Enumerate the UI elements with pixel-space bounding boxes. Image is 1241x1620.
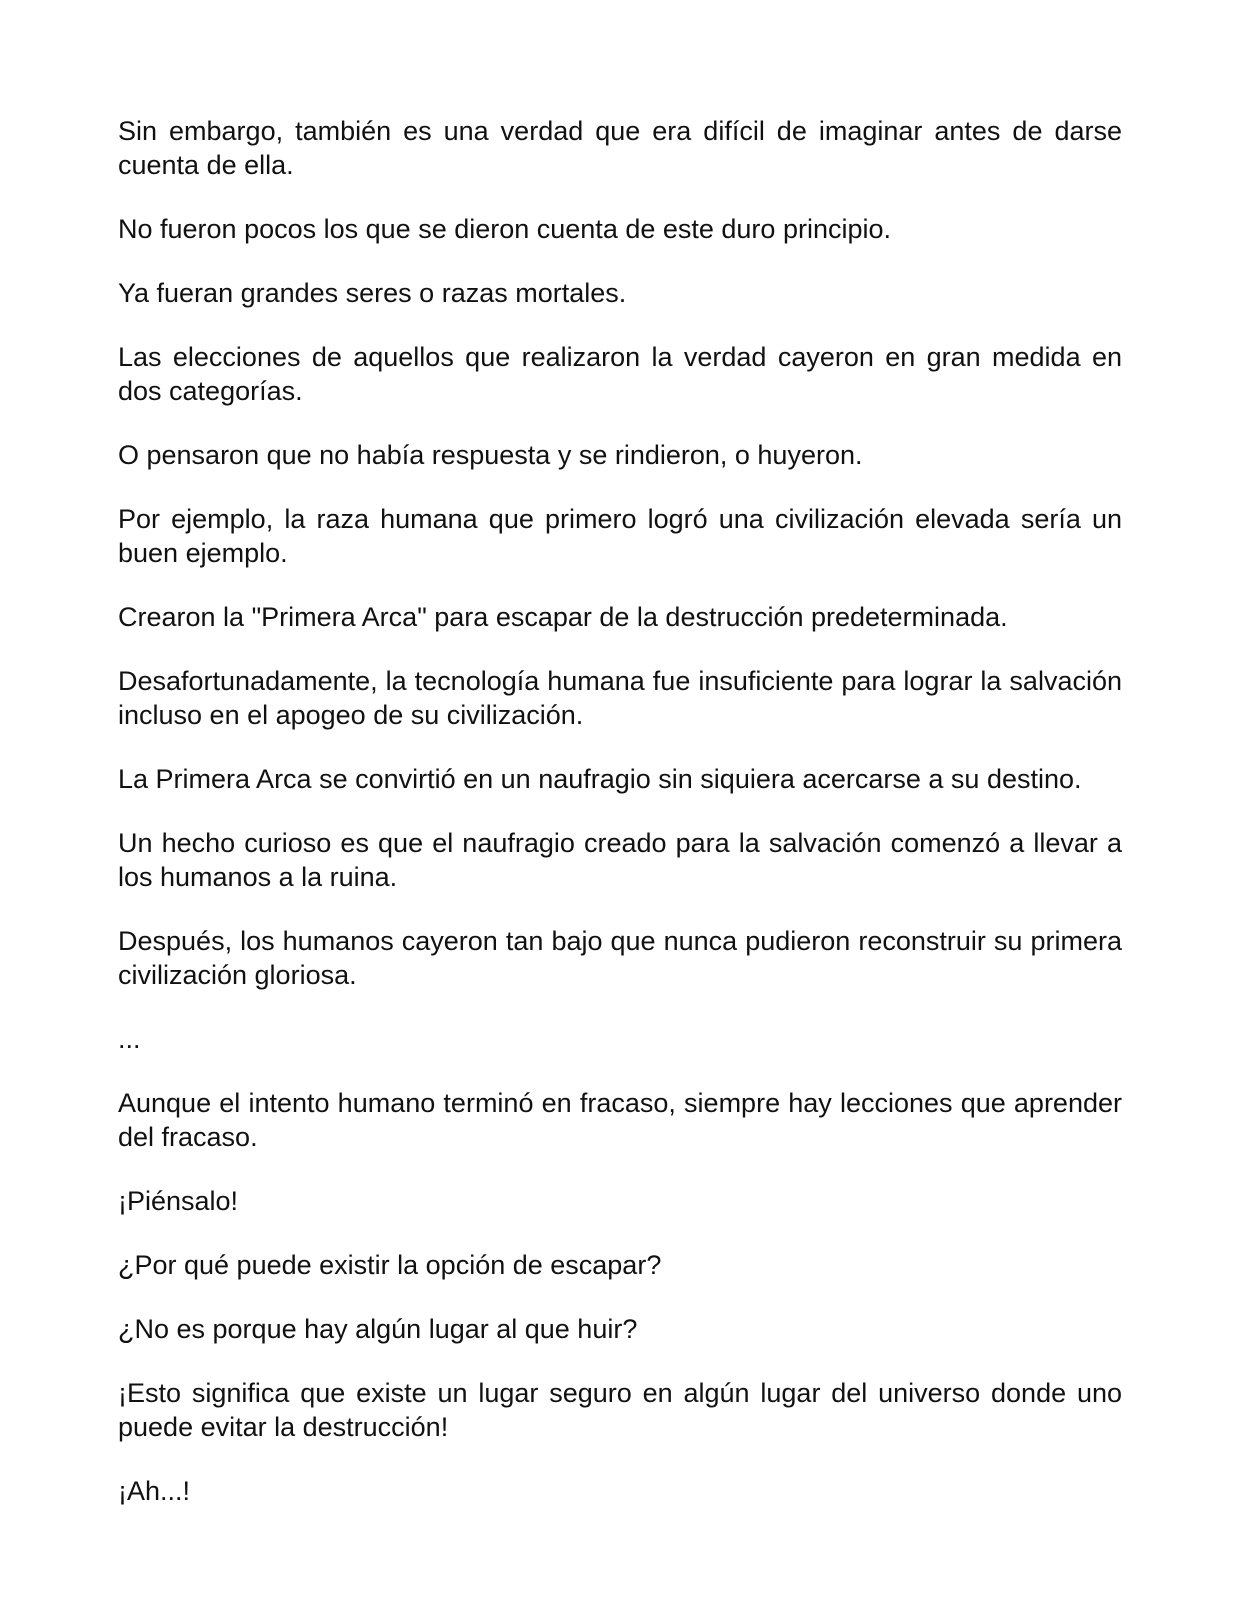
paragraph: ¡Piénsalo! xyxy=(118,1186,239,1216)
paragraph: Desafortunadamente, la tecnología humana fue insuficiente para lograr la salvación incluso en el apogeo de su civilización. xyxy=(118,666,1122,730)
paragraph: Las elecciones de aquellos que realizaron la verdad cayeron en gran medida en dos categorías. xyxy=(118,342,1122,406)
paragraph: ¡Ah...! xyxy=(118,1476,191,1506)
paragraph: Sin embargo, también es una verdad que era difícil de imaginar antes de darse cuenta de ella. xyxy=(118,116,1122,180)
paragraph: Crearon la "Primera Arca" para escapar de la destrucción predeterminada. xyxy=(118,602,1008,632)
paragraph: Ya fueran grandes seres o razas mortales. xyxy=(118,278,627,308)
paragraph: Después, los humanos cayeron tan bajo que nunca pudieron reconstruir su primera civilización gloriosa. xyxy=(118,926,1122,990)
paragraph: O pensaron que no había respuesta y se rindieron, o huyeron. xyxy=(118,440,863,470)
body-text xyxy=(118,114,1122,1538)
paragraph: No fueron pocos los que se dieron cuenta de este duro principio. xyxy=(118,214,891,244)
paragraph: Aunque el intento humano terminó en fracaso, siempre hay lecciones que aprender del fracaso. xyxy=(118,1088,1122,1152)
paragraph: Un hecho curioso es que el naufragio creado para la salvación comenzó a llevar a los humanos a la ruina. xyxy=(118,828,1122,892)
paragraph: La Primera Arca se convirtió en un naufragio sin siquiera acercarse a su destino. xyxy=(118,764,1082,794)
paragraph: ¡Esto significa que existe un lugar seguro en algún lugar del universo donde uno puede evitar la destrucción! xyxy=(118,1378,1122,1442)
ellipsis-separator: ... xyxy=(118,1024,141,1054)
paragraph: ¿Por qué puede existir la opción de escapar? xyxy=(118,1250,662,1280)
paragraph: ¿No es porque hay algún lugar al que huir? xyxy=(118,1314,638,1344)
paragraph: Por ejemplo, la raza humana que primero logró una civilización elevada sería un buen ejemplo. xyxy=(118,504,1122,568)
